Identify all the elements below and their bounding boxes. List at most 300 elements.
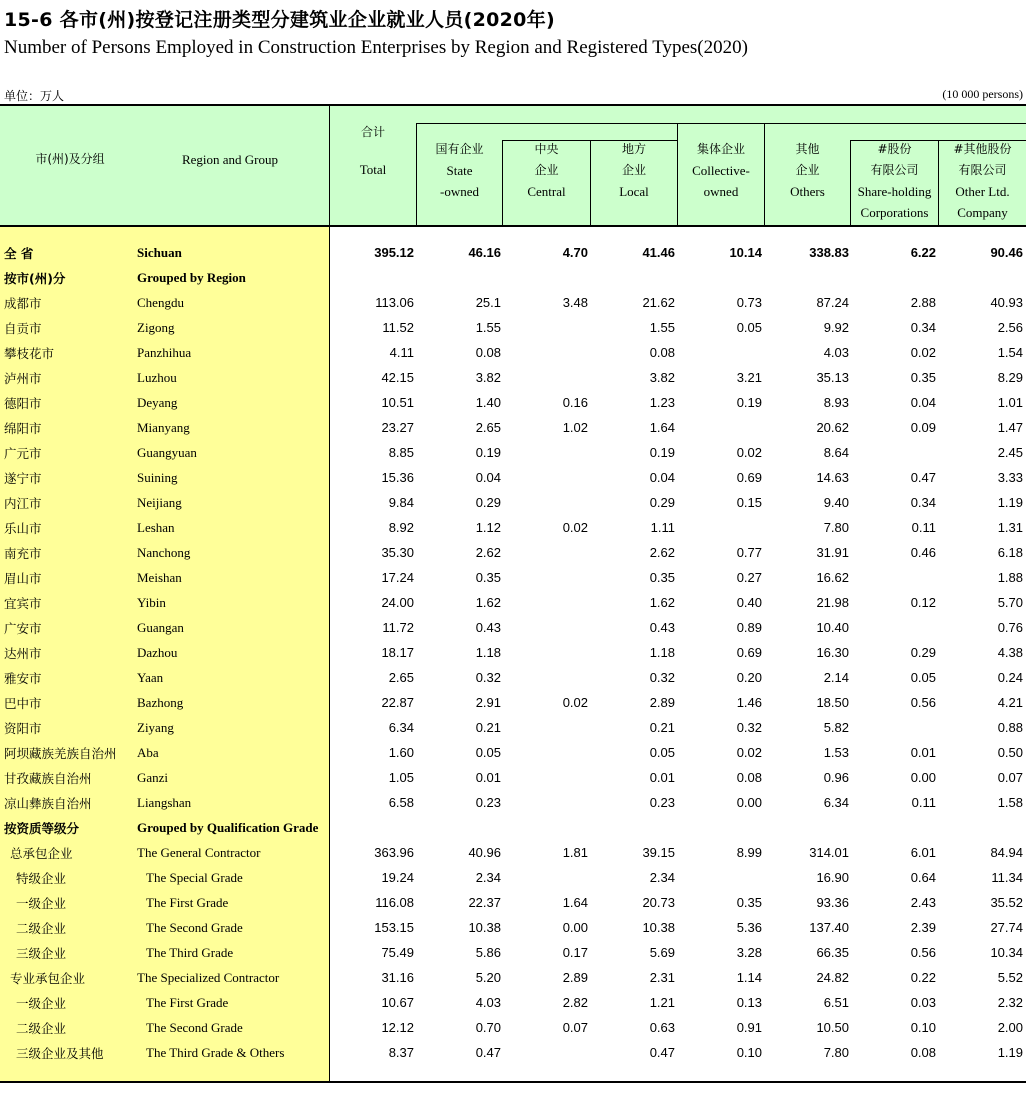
cell-other-ltd: 2.00: [997, 1020, 1023, 1035]
cell-other-ltd: 6.18: [997, 545, 1023, 560]
cell-state-owned: 0.21: [475, 720, 501, 735]
header-local-cn2: 企业: [621, 163, 646, 177]
table-row: [0, 765, 1026, 790]
cell-others: 10.50: [816, 1020, 849, 1035]
cell-total: 18.17: [381, 645, 414, 660]
cell-local: 1.64: [649, 420, 675, 435]
table-row: [0, 465, 1026, 490]
row-label-cn: 达州市: [4, 646, 42, 661]
cell-other-ltd: 10.34: [990, 945, 1023, 960]
cell-state-owned: 0.29: [475, 495, 501, 510]
table-row: [0, 290, 1026, 315]
header-collective-en2: owned: [703, 184, 739, 199]
cell-collective: 3.28: [736, 945, 762, 960]
cell-local: 0.01: [649, 770, 675, 785]
cell-local: 0.21: [649, 720, 675, 735]
cell-share-holding: 0.34: [910, 320, 936, 335]
cell-collective: 0.27: [736, 570, 762, 585]
table-row: [0, 315, 1026, 340]
cell-state-owned: 10.38: [468, 920, 501, 935]
row-label-en: Nanchong: [137, 545, 191, 560]
cell-total: 19.24: [381, 870, 414, 885]
header-central: [503, 139, 590, 202]
cell-others: 1.53: [823, 745, 849, 760]
table-row: [0, 990, 1026, 1015]
cell-state-owned: 1.18: [475, 645, 501, 660]
cell-local: 0.63: [649, 1020, 675, 1035]
cell-others: 87.24: [816, 295, 849, 310]
cell-other-ltd: 1.58: [997, 795, 1023, 810]
cell-local: 20.73: [642, 895, 675, 910]
cell-share-holding: 2.43: [910, 895, 936, 910]
cell-other-ltd: 1.54: [997, 345, 1023, 360]
cell-total: 8.92: [388, 520, 414, 535]
row-label-en: Guangyuan: [137, 445, 197, 460]
table-row: [0, 415, 1026, 440]
cell-total: 15.36: [381, 470, 414, 485]
cell-local: 2.31: [649, 970, 675, 985]
cell-other-ltd: 1.01: [997, 395, 1023, 410]
cell-local: 1.18: [649, 645, 675, 660]
cell-others: 24.82: [816, 970, 849, 985]
cell-share-holding: 0.00: [910, 770, 936, 785]
cell-share-holding: 2.88: [910, 295, 936, 310]
row-label-en: The First Grade: [146, 895, 229, 910]
cell-other-ltd: 2.45: [997, 445, 1023, 460]
page-title-cn: 15-6 各市(州)按登记注册类型分建筑业企业就业人员(2020年): [4, 9, 555, 31]
table-row: [0, 590, 1026, 615]
cell-share-holding: 0.03: [910, 995, 936, 1010]
cell-total: 2.65: [388, 670, 414, 685]
row-label-en: Neijiang: [137, 495, 182, 510]
row-label-en: Yaan: [137, 670, 164, 685]
cell-others: 0.96: [823, 770, 849, 785]
cell-collective: 0.73: [736, 295, 762, 310]
cell-total: 35.30: [381, 545, 414, 560]
cell-collective: 0.32: [736, 720, 762, 735]
cell-others: 6.34: [823, 795, 849, 810]
header-share-holding-cn1: #股份: [877, 142, 912, 156]
cell-state-owned: 3.82: [475, 370, 501, 385]
cell-collective: 0.02: [736, 445, 762, 460]
cell-others: 93.36: [816, 895, 849, 910]
cell-state-owned: 0.08: [475, 345, 501, 360]
header-collective-cn: 集体企业: [696, 142, 745, 156]
header-others: [765, 139, 850, 202]
cell-total: 116.08: [375, 895, 414, 910]
cell-other-ltd: 8.29: [997, 370, 1023, 385]
cell-local: 2.62: [649, 545, 675, 560]
row-label-cn: 特级企业: [16, 871, 67, 886]
table-row: [0, 715, 1026, 740]
row-label-cn: 专业承包企业: [10, 971, 86, 986]
cell-central: 4.70: [562, 245, 588, 260]
cell-other-ltd: 5.70: [997, 595, 1023, 610]
row-label-en: The Second Grade: [146, 1020, 243, 1035]
header-other-ltd-en2: Company: [957, 205, 1008, 220]
cell-local: 1.11: [650, 520, 675, 535]
row-label-cn: 总承包企业: [10, 846, 73, 861]
row-label-cn: 凉山彝族自治州: [4, 796, 92, 811]
cell-share-holding: 0.56: [910, 945, 936, 960]
table-row: [0, 965, 1026, 990]
cell-others: 137.40: [809, 920, 849, 935]
header-share-holding-en1: Share-holding: [857, 184, 932, 199]
cell-collective: 0.69: [736, 645, 762, 660]
cell-other-ltd: 35.52: [990, 895, 1023, 910]
cell-central: 1.02: [562, 420, 588, 435]
cell-local: 2.89: [649, 695, 675, 710]
cell-others: 8.64: [823, 445, 849, 460]
cell-total: 24.00: [381, 595, 414, 610]
header-other-ltd-cn1: #其他股份: [953, 142, 1012, 156]
table-row: [0, 265, 1026, 290]
cell-total: 1.60: [388, 745, 414, 760]
cell-local: 0.32: [649, 670, 675, 685]
cell-other-ltd: 2.56: [997, 320, 1023, 335]
cell-others: 66.35: [816, 945, 849, 960]
cell-state-owned: 1.12: [475, 520, 501, 535]
cell-central: 2.89: [562, 970, 588, 985]
cell-local: 0.47: [649, 1045, 675, 1060]
row-label-cn: 二级企业: [16, 1021, 67, 1036]
row-label-cn: 泸州市: [4, 371, 42, 386]
cell-local: 0.08: [649, 345, 675, 360]
row-label-en: Grouped by Region: [137, 270, 246, 285]
cell-state-owned: 40.96: [468, 845, 501, 860]
header-region-en: [160, 149, 300, 171]
table-row: [0, 690, 1026, 715]
cell-collective: 0.13: [736, 995, 762, 1010]
cell-total: 23.27: [381, 420, 414, 435]
header-share-holding-cn2: 有限公司: [870, 163, 919, 177]
cell-local: 0.29: [649, 495, 675, 510]
row-label-en: Ganzi: [137, 770, 169, 785]
header-local-en: Local: [619, 184, 649, 199]
cell-share-holding: 0.04: [910, 395, 936, 410]
table-row: [0, 665, 1026, 690]
cell-collective: 0.15: [736, 495, 762, 510]
cell-others: 6.51: [823, 995, 849, 1010]
cell-others: 9.92: [823, 320, 849, 335]
row-label-cn: 全 省: [4, 246, 34, 261]
cell-local: 0.04: [649, 470, 675, 485]
cell-share-holding: 0.11: [911, 520, 936, 535]
cell-other-ltd: 0.88: [997, 720, 1023, 735]
header-state-owned: [417, 139, 502, 202]
cell-central: 3.48: [562, 295, 588, 310]
header-central-cn1: 中央: [534, 142, 559, 156]
table-row: [0, 515, 1026, 540]
row-label-en: Leshan: [137, 520, 175, 535]
cell-total: 6.58: [388, 795, 414, 810]
header-others-cn2: 企业: [795, 163, 820, 177]
row-label-en: Grouped by Qualification Grade: [137, 820, 319, 835]
row-label-cn: 巴中市: [4, 696, 42, 711]
header-total: [330, 122, 416, 180]
cell-other-ltd: 0.07: [997, 770, 1023, 785]
row-label-cn: 眉山市: [4, 571, 42, 586]
row-label-cn: 成都市: [4, 296, 42, 311]
table-row: [0, 440, 1026, 465]
cell-share-holding: 0.02: [910, 345, 936, 360]
row-label-en: The Specialized Contractor: [137, 970, 280, 985]
cell-state-owned: 25.1: [475, 295, 501, 310]
cell-others: 16.30: [816, 645, 849, 660]
row-label-en: Meishan: [137, 570, 182, 585]
header-region-en-text: Region and Group: [181, 152, 279, 167]
cell-total: 42.15: [381, 370, 414, 385]
cell-total: 17.24: [381, 570, 414, 585]
cell-collective: 0.05: [736, 320, 762, 335]
cell-local: 2.34: [649, 870, 675, 885]
cell-share-holding: 0.09: [910, 420, 936, 435]
cell-others: 5.82: [823, 720, 849, 735]
cell-central: 0.02: [562, 695, 588, 710]
cell-total: 10.51: [381, 395, 414, 410]
row-label-cn: 资阳市: [4, 721, 42, 736]
header-local: [591, 139, 677, 202]
cell-others: 2.14: [823, 670, 849, 685]
cell-others: 9.40: [823, 495, 849, 510]
cell-collective: 0.19: [736, 395, 762, 410]
cell-state-owned: 1.55: [475, 320, 501, 335]
cell-local: 10.38: [642, 920, 675, 935]
row-label-cn: 遂宁市: [4, 471, 42, 486]
cell-state-owned: 2.65: [475, 420, 501, 435]
cell-collective: 0.69: [736, 470, 762, 485]
row-label-cn: 一级企业: [16, 896, 67, 911]
row-label-cn: 广安市: [4, 621, 42, 636]
cell-share-holding: 0.29: [910, 645, 936, 660]
row-label-cn: 按市(州)分: [4, 271, 66, 286]
cell-central: 1.81: [562, 845, 588, 860]
header-share-holding: [851, 139, 938, 223]
cell-share-holding: 0.64: [910, 870, 936, 885]
cell-state-owned: 1.62: [475, 595, 501, 610]
header-local-cn1: 地方: [621, 142, 646, 156]
row-label-cn: 宜宾市: [4, 596, 42, 611]
cell-share-holding: 0.08: [910, 1045, 936, 1060]
cell-collective: 1.14: [736, 970, 762, 985]
table-bottom-rule: [0, 1081, 1026, 1083]
cell-state-owned: 0.43: [475, 620, 501, 635]
cell-state-owned: 22.37: [468, 895, 501, 910]
row-label-cn: 按资质等级分: [4, 821, 80, 836]
cell-total: 22.87: [381, 695, 414, 710]
cell-share-holding: 0.05: [910, 670, 936, 685]
cell-local: 5.69: [649, 945, 675, 960]
cell-total: 113.06: [375, 295, 414, 310]
cell-total: 8.85: [388, 445, 414, 460]
row-label-cn: 阿坝藏族羌族自治州: [4, 746, 117, 761]
cell-local: 0.23: [649, 795, 675, 810]
table-row: [0, 740, 1026, 765]
cell-state-owned: 0.47: [475, 1045, 501, 1060]
cell-other-ltd: 84.94: [990, 845, 1023, 860]
header-collective-en1: Collective-: [692, 163, 750, 178]
table-row: [0, 640, 1026, 665]
cell-other-ltd: 5.52: [997, 970, 1023, 985]
cell-other-ltd: 40.93: [990, 295, 1023, 310]
cell-other-ltd: 4.38: [997, 645, 1023, 660]
row-label-en: Yibin: [137, 595, 166, 610]
cell-local: 0.35: [649, 570, 675, 585]
cell-other-ltd: 0.24: [997, 670, 1023, 685]
header-state-owned-en2: -owned: [440, 184, 479, 199]
cell-state-owned: 0.05: [475, 745, 501, 760]
cell-local: 41.46: [642, 245, 675, 260]
cell-collective: 0.77: [736, 545, 762, 560]
row-label-en: Zigong: [137, 320, 175, 335]
cell-others: 10.40: [816, 620, 849, 635]
cell-share-holding: 0.22: [910, 970, 936, 985]
cell-local: 1.62: [649, 595, 675, 610]
table-row: [0, 1040, 1026, 1065]
row-label-cn: 二级企业: [16, 921, 67, 936]
cell-others: 8.93: [823, 395, 849, 410]
row-label-en: Dazhou: [137, 645, 178, 660]
cell-local: 0.19: [649, 445, 675, 460]
cell-others: 338.83: [809, 245, 849, 260]
row-label-en: Luzhou: [137, 370, 177, 385]
unit-label-cn: 单位：万人: [4, 89, 65, 103]
row-label-cn: 自贡市: [4, 321, 42, 336]
cell-others: 314.01: [809, 845, 849, 860]
cell-state-owned: 46.16: [468, 245, 501, 260]
unit-label-en: (10 000 persons): [942, 87, 1023, 101]
table-row: [0, 540, 1026, 565]
cell-others: 18.50: [816, 695, 849, 710]
cell-central: 0.07: [562, 1020, 588, 1035]
cell-collective: 8.99: [736, 845, 762, 860]
cell-state-owned: 5.86: [475, 945, 501, 960]
cell-others: 16.62: [816, 570, 849, 585]
header-total-cn: 合计: [360, 125, 385, 139]
row-label-cn: 南充市: [4, 546, 42, 561]
cell-others: 14.63: [816, 470, 849, 485]
cell-share-holding: 6.01: [910, 845, 936, 860]
cell-collective: 0.91: [736, 1020, 762, 1035]
row-label-cn: 三级企业及其他: [16, 1046, 104, 1061]
table-row: [0, 565, 1026, 590]
header-state-owned-en1: State: [446, 163, 473, 178]
row-label-en: Mianyang: [137, 420, 190, 435]
cell-other-ltd: 1.88: [997, 570, 1023, 585]
cell-other-ltd: 27.74: [990, 920, 1023, 935]
cell-state-owned: 2.34: [475, 870, 501, 885]
cell-central: 2.82: [562, 995, 588, 1010]
cell-total: 6.34: [388, 720, 414, 735]
row-label-en: Ziyang: [137, 720, 174, 735]
row-label-cn: 雅安市: [4, 671, 42, 686]
header-state-owned-cn: 国有企业: [435, 142, 484, 156]
header-total-en: Total: [359, 162, 387, 177]
cell-other-ltd: 0.50: [997, 745, 1023, 760]
row-label-en: Chengdu: [137, 295, 184, 310]
cell-central: 0.02: [562, 520, 588, 535]
cell-state-owned: 0.01: [475, 770, 501, 785]
cell-local: 0.05: [649, 745, 675, 760]
cell-local: 0.43: [649, 620, 675, 635]
cell-collective: 0.02: [736, 745, 762, 760]
table-row: [0, 615, 1026, 640]
cell-total: 75.49: [381, 945, 414, 960]
header-others-en: Others: [790, 184, 825, 199]
row-label-en: The Third Grade: [146, 945, 234, 960]
cell-state-owned: 0.23: [475, 795, 501, 810]
header-bottom-rule: [0, 225, 1026, 227]
cell-state-owned: 0.70: [475, 1020, 501, 1035]
page-title-en: Number of Persons Employed in Construction Enterprises by Region and Registered Types(2020): [4, 37, 748, 58]
cell-total: 11.52: [382, 320, 414, 335]
row-label-en: Sichuan: [137, 245, 182, 260]
row-label-cn: 三级企业: [16, 946, 67, 961]
row-label-en: Liangshan: [137, 795, 192, 810]
table-row: [0, 340, 1026, 365]
header-span-rule: [416, 123, 1026, 124]
row-label-cn: 乐山市: [4, 521, 42, 536]
header-central-en: Central: [527, 184, 566, 199]
cell-state-owned: 0.35: [475, 570, 501, 585]
header-other-ltd-en1: Other Ltd.: [955, 184, 1010, 199]
row-label-cn: 攀枝花市: [4, 346, 55, 361]
header-other-ltd-cn2: 有限公司: [958, 163, 1007, 177]
row-label-cn: 绵阳市: [4, 421, 42, 436]
cell-collective: 3.21: [736, 370, 762, 385]
cell-local: 1.21: [649, 995, 675, 1010]
row-label-en: Bazhong: [137, 695, 184, 710]
cell-total: 10.67: [381, 995, 414, 1010]
row-label-en: Deyang: [137, 395, 178, 410]
cell-local: 1.23: [649, 395, 675, 410]
cell-total: 153.15: [374, 920, 414, 935]
cell-collective: 0.10: [736, 1045, 762, 1060]
row-label-en: The General Contractor: [137, 845, 261, 860]
cell-share-holding: 0.47: [910, 470, 936, 485]
cell-other-ltd: 90.46: [990, 245, 1023, 260]
cell-collective: 0.20: [736, 670, 762, 685]
cell-collective: 0.08: [736, 770, 762, 785]
cell-state-owned: 2.62: [475, 545, 501, 560]
cell-total: 1.05: [388, 770, 414, 785]
row-label-en: The Third Grade & Others: [146, 1045, 285, 1060]
cell-share-holding: 0.01: [910, 745, 936, 760]
table-row: [0, 1015, 1026, 1040]
cell-share-holding: 0.56: [910, 695, 936, 710]
cell-total: 395.12: [374, 245, 414, 260]
table-row: [0, 490, 1026, 515]
row-label-en: The First Grade: [146, 995, 229, 1010]
row-label-en: The Second Grade: [146, 920, 243, 935]
cell-share-holding: 0.12: [910, 595, 936, 610]
table-row: [0, 890, 1026, 915]
cell-other-ltd: 4.21: [997, 695, 1023, 710]
cell-collective: 0.00: [736, 795, 762, 810]
cell-central: 0.00: [562, 920, 588, 935]
cell-others: 7.80: [823, 520, 849, 535]
header-collective: [678, 139, 764, 202]
cell-others: 35.13: [816, 370, 849, 385]
cell-share-holding: 0.11: [911, 795, 936, 810]
cell-others: 31.91: [816, 545, 849, 560]
row-label-cn: 甘孜藏族自治州: [4, 771, 92, 786]
table-row: [0, 840, 1026, 865]
cell-local: 21.62: [642, 295, 675, 310]
cell-state-owned: 0.32: [475, 670, 501, 685]
cell-share-holding: 0.46: [910, 545, 936, 560]
cell-collective: 0.89: [736, 620, 762, 635]
